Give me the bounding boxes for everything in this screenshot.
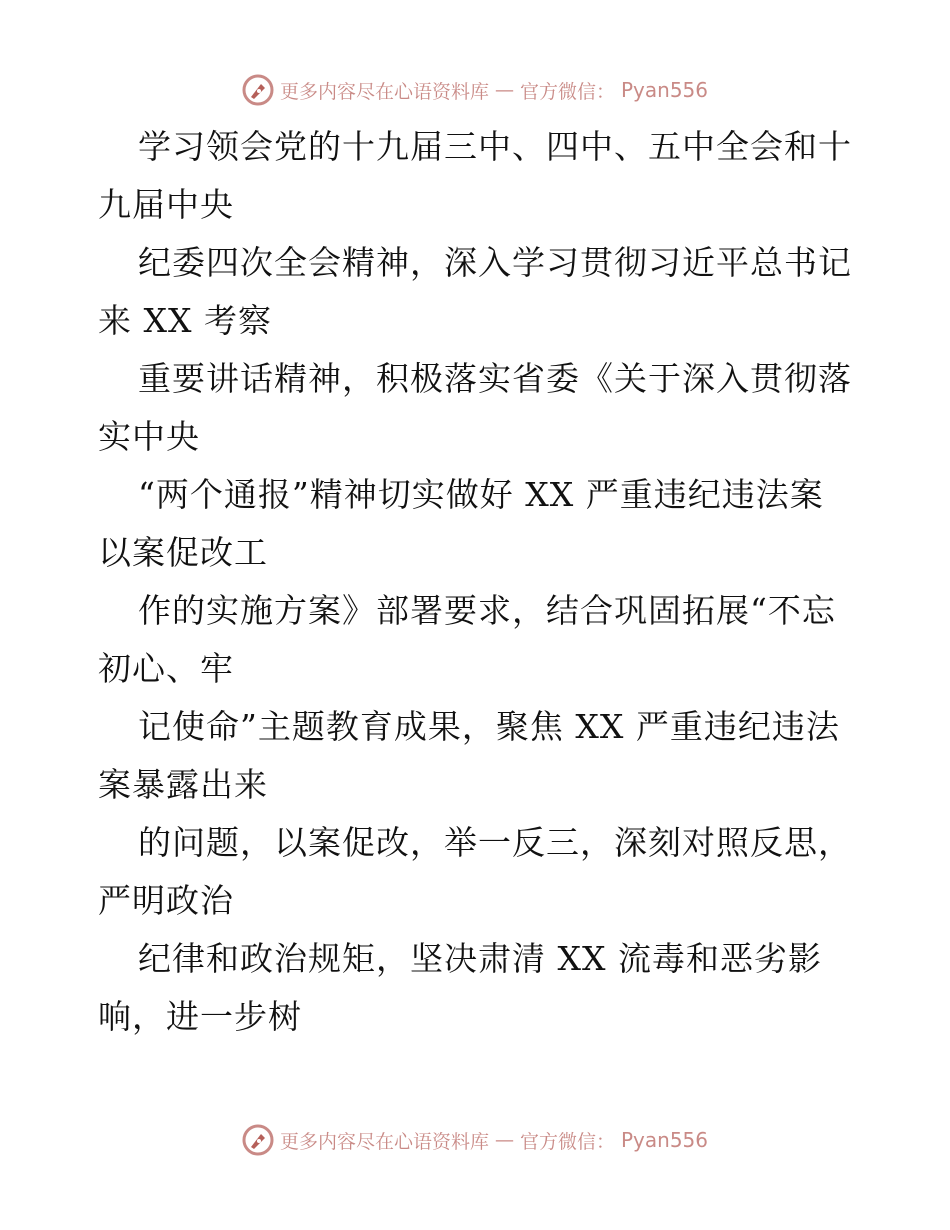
text-line-13: 的问题，以案促改，举一反三，深刻对照反思， [138,823,852,862]
text-line-11: 记使命”主题教育成果，聚焦 XX 严重违纪违法 [138,707,840,746]
watermark-official-label: 官方微信： [519,1130,615,1153]
pen-nib-logo-icon [242,74,274,106]
text-line-3: 纪委四次全会精神，深入学习贯彻习近平总书记 [138,243,852,282]
watermark-dash: — [494,79,514,101]
text-line-7: “两个通报”精神切实做好 XX 严重违纪违法案 [138,475,824,514]
watermark-wechat-id: Pyan556 [621,1128,709,1152]
pen-nib-logo-icon [242,1124,274,1156]
text-line-16: 响，进一步树 [98,997,302,1036]
text-line-1: 学习领会党的十九届三中、四中、五中全会和十 [138,127,852,166]
text-line-10: 初心、牢 [98,649,234,688]
text-line-5: 重要讲话精神，积极落实省委《关于深入贯彻落 [138,359,852,398]
text-line-6: 实中央 [98,417,200,456]
watermark-text: 更多内容尽在心语资料库 [279,80,489,103]
footer-watermark [0,1122,950,1158]
watermark-dash: — [494,1129,514,1151]
text-line-14: 严明政治 [98,881,234,920]
text-line-8: 以案促改工 [98,533,268,572]
document-body [98,118,858,1046]
text-line-4: 来 XX 考察 [98,301,272,340]
text-line-9: 作的实施方案》部署要求，结合巩固拓展“不忘 [138,591,836,630]
text-line-2: 九届中央 [98,185,234,224]
watermark-wechat-id: Pyan556 [621,78,709,102]
text-line-15: 纪律和政治规矩，坚决肃清 XX 流毒和恶劣影 [138,939,822,978]
header-watermark [0,72,950,108]
watermark-official-label: 官方微信： [519,80,615,103]
watermark-text: 更多内容尽在心语资料库 [279,1130,489,1153]
text-line-12: 案暴露出来 [98,765,268,804]
